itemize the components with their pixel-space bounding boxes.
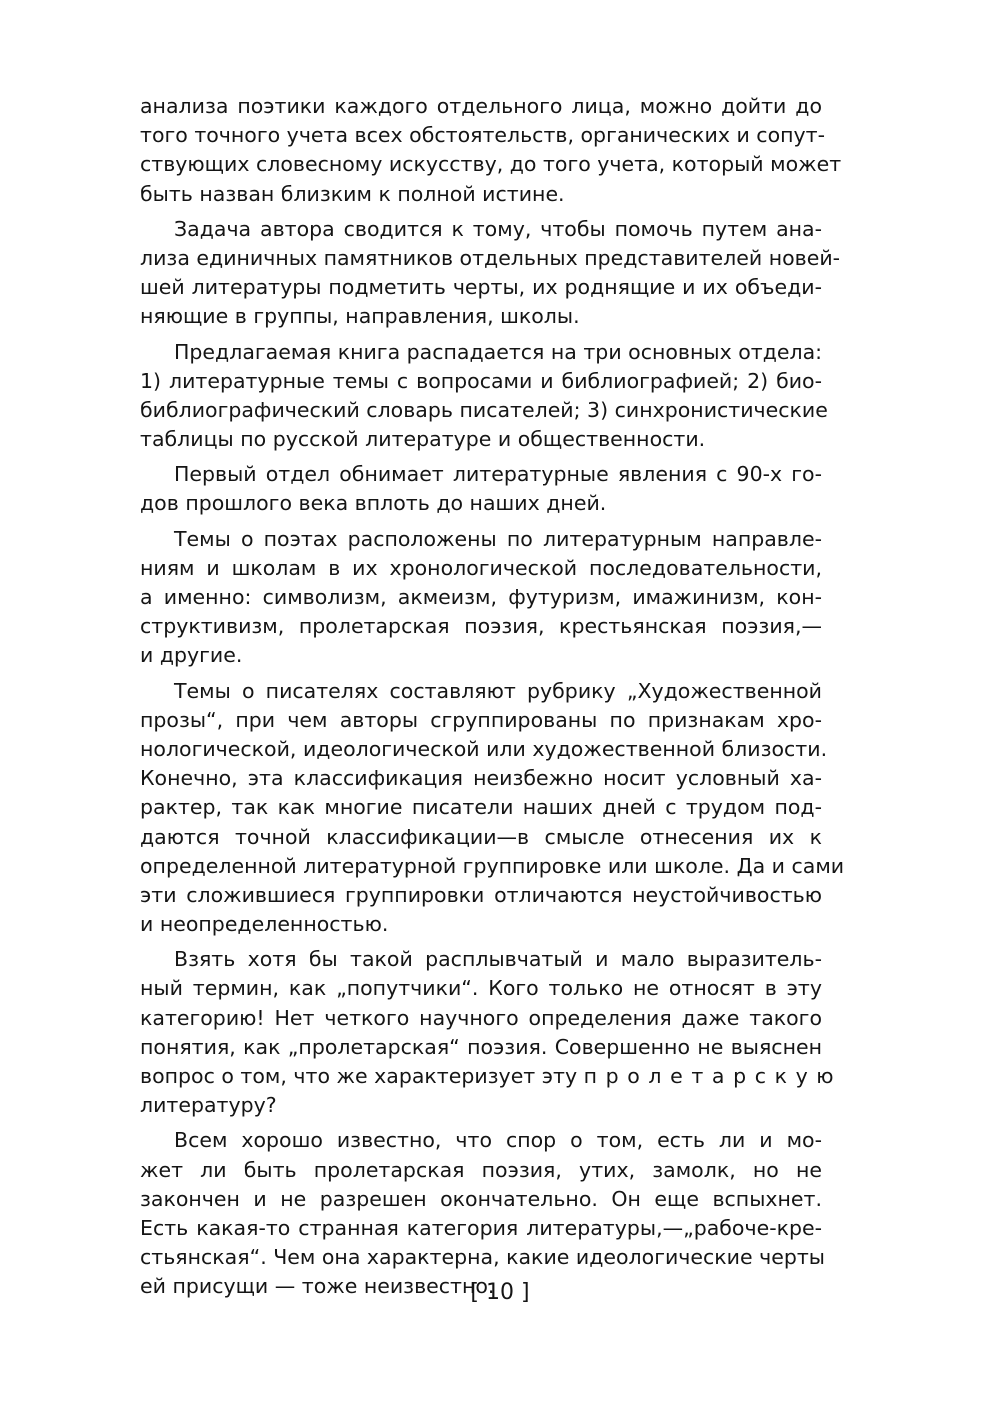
text-line: рактер, так как многие писатели наших дней с трудом под- [140, 795, 822, 820]
text-line: и неопределенностью. [140, 912, 389, 937]
paragraph-2 [140, 215, 841, 332]
page-text [140, 92, 845, 1308]
text-line: стьянская“. Чем она характерна, какие идеологические черты [140, 1245, 825, 1270]
text-line: ниям и школам в их хронологической последовательности, [140, 555, 822, 580]
paragraph-8 [140, 1126, 825, 1301]
paragraph-1 [140, 92, 842, 209]
text-line: ей присущи — тоже неизвестно. [140, 1274, 495, 1299]
text-line: библиографический словарь писателей; 3) синхронистические [140, 397, 828, 422]
text-line: Первый отдел обнимает литературные явления с 90-х го- [174, 462, 822, 487]
spaced-emphasis: пролетарскую [583, 1064, 843, 1088]
text-line: и другие. [140, 643, 243, 668]
text-line-part: вопрос о том, что же характеризует эту [140, 1064, 578, 1088]
text-line: быть назван близким к полной истине. [140, 181, 565, 206]
text-line: нологической, идеологической или художественной близости. [140, 736, 828, 761]
text-line: Взять хотя бы такой расплывчатый и мало выразитель- [174, 947, 822, 972]
text-line: понятия, как „пролетарская“ поэзия. Совершенно не выяснен [140, 1034, 822, 1059]
text-line: ный термин, как „попутчики“. Кого только не относят в эту [140, 976, 822, 1001]
text-line: а именно: символизм, акмеизм, футуризм, имажинизм, кон- [140, 585, 822, 609]
paragraph-5 [140, 525, 822, 671]
text-line: няющие в группы, направления, школы. [140, 304, 580, 329]
text-line: определенной литературной группировке или школе. Да и сами [140, 853, 845, 878]
text-line [140, 1062, 843, 1091]
text-line: эти сложившиеся группировки отличаются неустойчивостью [140, 882, 822, 907]
text-line: шей литературы подметить черты, их роднящие и их объеди- [140, 275, 822, 300]
paragraph-7 [140, 945, 843, 1120]
text-line: категорию! Нет четкого научного определения даже такого [140, 1005, 822, 1030]
text-line: Темы о писателях составляют рубрику „Художественной [174, 678, 822, 703]
text-line: ствующих словесному искусству, до того учета, который может [140, 152, 842, 177]
text-line: Есть какая-то странная категория литературы,—„рабоче-кре- [140, 1215, 822, 1240]
text-line: литературу? [140, 1093, 277, 1118]
paragraph-3 [140, 338, 828, 455]
text-line: таблицы по русской литературе и общественности. [140, 427, 706, 452]
text-line: Конечно, эта классификация неизбежно носит условный ха- [140, 766, 822, 791]
text-line: Задача автора сводится к тому, чтобы помочь путем ана- [174, 216, 822, 241]
text-line: даются точной классификации—в смысле отнесения их к [140, 824, 822, 849]
text-line: Предлагаемая книга распадается на три основных отдела: [174, 339, 823, 364]
text-line: жет ли быть пролетарская поэзия, утих, замолк, но не [140, 1157, 822, 1182]
text-line: того точного учета всех обстоятельств, органических и сопут- [140, 123, 825, 148]
text-line: Темы о поэтах расположены по литературным направле- [174, 526, 822, 551]
page-number: [ 10 ] [470, 1280, 530, 1305]
paragraph-6 [140, 677, 845, 940]
text-line: Всем хорошо известно, что спор о том, есть ли и мо- [174, 1128, 822, 1153]
text-line: закончен и не разрешен окончательно. Он еще вспыхнет. [140, 1186, 822, 1211]
text-line: 1) литературные темы с вопросами и библиографией; 2) био- [140, 368, 822, 393]
text-line: дов прошлого века вплоть до наших дней. [140, 491, 607, 516]
text-line: прозы“, при чем авторы сгруппированы по признакам хро- [140, 707, 822, 732]
text-line: анализа поэтики каждого отдельного лица, можно дойти до [140, 94, 822, 118]
text-line: структивизм, пролетарская поэзия, крестьянская поэзия,— [140, 614, 822, 639]
paragraph-4 [140, 460, 822, 518]
text-line: лиза единичных памятников отдельных представителей новей- [140, 245, 841, 270]
